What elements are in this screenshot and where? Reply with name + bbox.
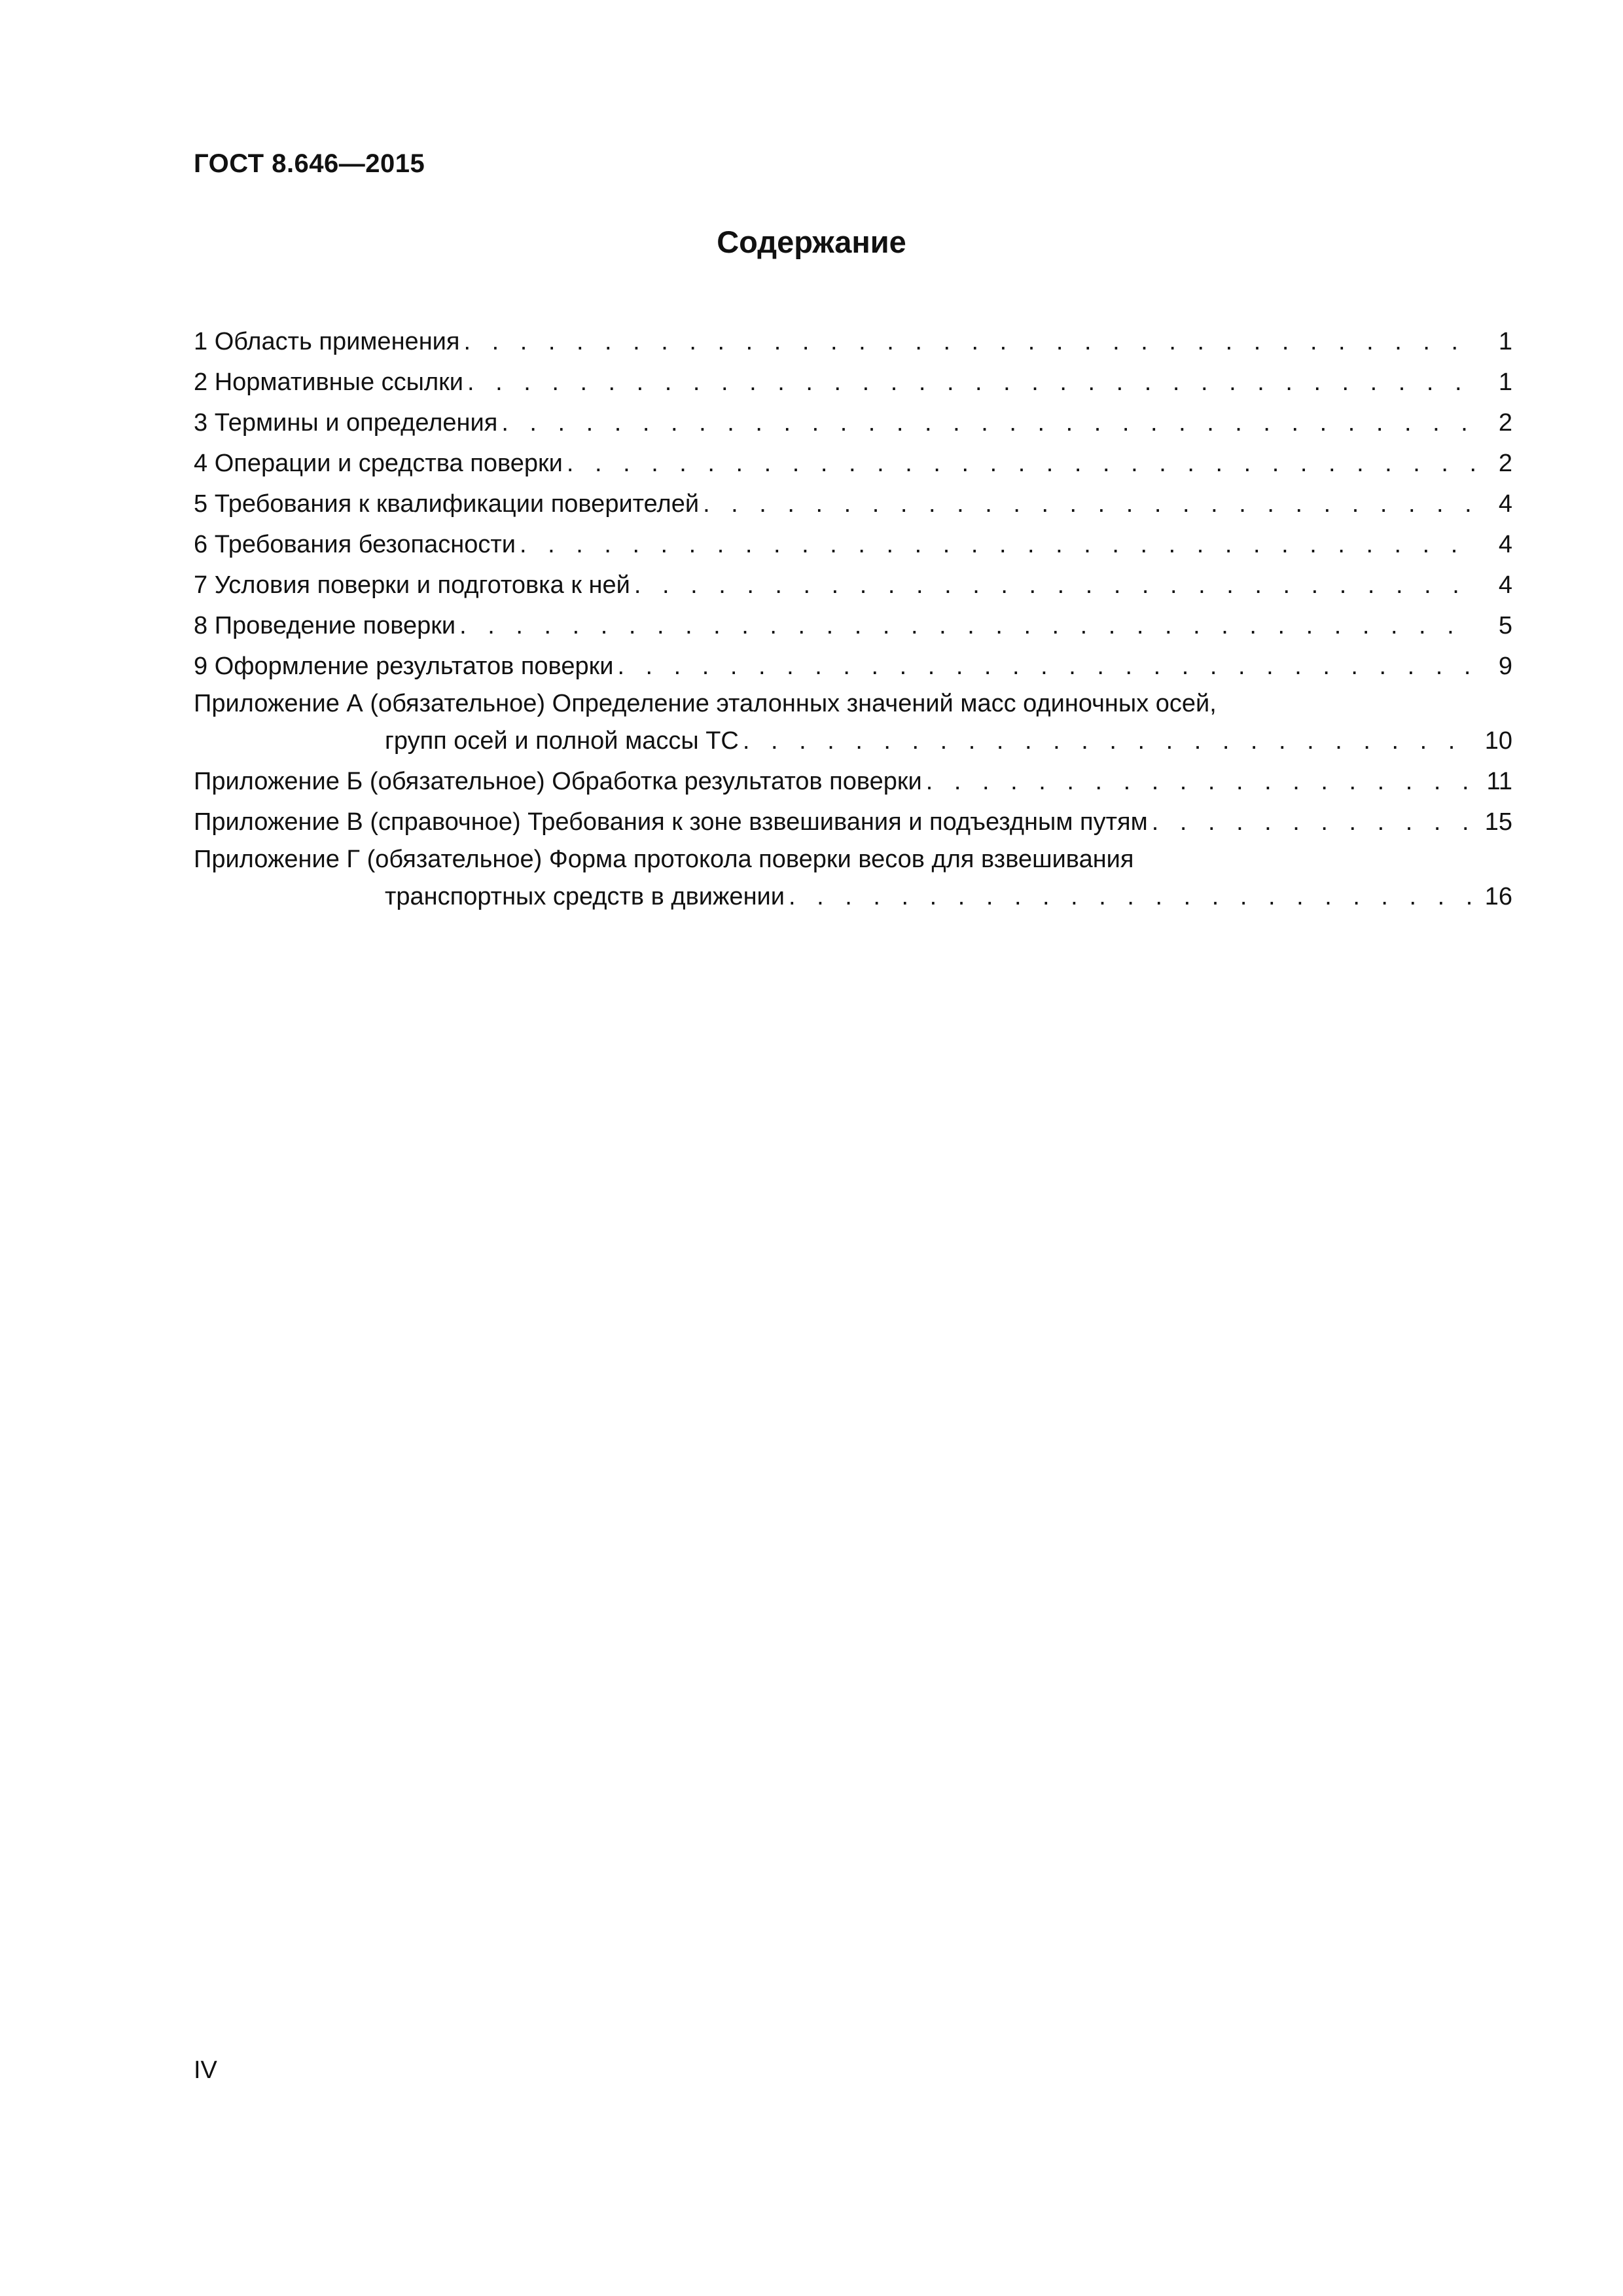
- toc-entry[interactable]: [194, 646, 1512, 687]
- toc-title: Содержание: [717, 224, 906, 259]
- dot-leader: [634, 565, 1476, 605]
- toc-entry-title-continuation: групп осей и полной массы ТС: [385, 727, 739, 755]
- document-code: ГОСТ 8.646—2015: [194, 149, 425, 178]
- dot-leader: [459, 605, 1476, 646]
- toc-entry-page: 11: [1486, 768, 1512, 795]
- toc-entry-title: 9 Оформление результатов поверки: [194, 653, 614, 680]
- toc-entry-title: 3 Термины и определения: [194, 409, 498, 437]
- dot-leader: [567, 443, 1476, 484]
- toc-entry-page: 1: [1498, 328, 1512, 355]
- toc-entry[interactable]: [194, 802, 1512, 842]
- toc-entry[interactable]: [194, 443, 1512, 484]
- dot-leader: [703, 484, 1476, 524]
- toc-entry-page: 9: [1498, 653, 1512, 680]
- dot-leader: [743, 721, 1476, 761]
- toc-entry-page: 4: [1498, 571, 1512, 599]
- toc-entry[interactable]: [194, 524, 1512, 565]
- toc-entry-page: 16: [1484, 883, 1512, 910]
- toc-entry-page: 10: [1484, 727, 1512, 755]
- table-of-contents: [194, 321, 1512, 917]
- toc-entry-title: 2 Нормативные ссылки: [194, 368, 463, 396]
- toc-entry-title: 8 Проведение поверки: [194, 612, 456, 639]
- dot-leader: [1152, 802, 1476, 842]
- toc-entry-page: 2: [1498, 450, 1512, 477]
- toc-entry-title: 4 Операции и средства поверки: [194, 450, 563, 477]
- toc-entry-title: 1 Область применения: [194, 328, 460, 355]
- toc-entry[interactable]: [194, 484, 1512, 524]
- toc-entry-title-continuation: транспортных средств в движении: [385, 883, 785, 910]
- toc-entry[interactable]: [194, 842, 1512, 917]
- dot-leader: [520, 524, 1476, 565]
- toc-entry[interactable]: [194, 761, 1512, 802]
- toc-entry-title: Приложение Г (обязательное) Форма протокола поверки весов для взвешивания: [194, 846, 1134, 873]
- dot-leader: [617, 646, 1476, 687]
- toc-entry-page: 1: [1498, 368, 1512, 396]
- dot-leader: [501, 403, 1476, 443]
- toc-entry-title: Приложение В (справочное) Требования к зоне взвешивания и подъездным путям: [194, 808, 1148, 836]
- toc-entry-page: 2: [1498, 409, 1512, 437]
- toc-entry[interactable]: [194, 565, 1512, 605]
- toc-entry-title: Приложение А (обязательное) Определение эталонных значений масс одиночных осей,: [194, 690, 1217, 717]
- toc-entry-page: 4: [1498, 531, 1512, 558]
- toc-entry-title: 7 Условия поверки и подготовка к ней: [194, 571, 630, 599]
- toc-entry[interactable]: [194, 687, 1512, 761]
- toc-entry[interactable]: [194, 321, 1512, 362]
- toc-entry-page: 15: [1484, 808, 1512, 836]
- toc-entry-title: 5 Требования к квалификации поверителей: [194, 490, 700, 518]
- toc-entry[interactable]: [194, 362, 1512, 403]
- dot-leader: [789, 876, 1476, 917]
- toc-entry-page: 5: [1498, 612, 1512, 639]
- dot-leader: [467, 362, 1476, 403]
- toc-entry-title: Приложение Б (обязательное) Обработка результатов поверки: [194, 768, 922, 795]
- toc-entry[interactable]: [194, 605, 1512, 646]
- page-number: IV: [194, 2056, 217, 2084]
- toc-entry-page: 4: [1498, 490, 1512, 518]
- dot-leader: [463, 321, 1476, 362]
- toc-entry[interactable]: [194, 403, 1512, 443]
- toc-entry-title: 6 Требования безопасности: [194, 531, 516, 558]
- dot-leader: [926, 761, 1476, 802]
